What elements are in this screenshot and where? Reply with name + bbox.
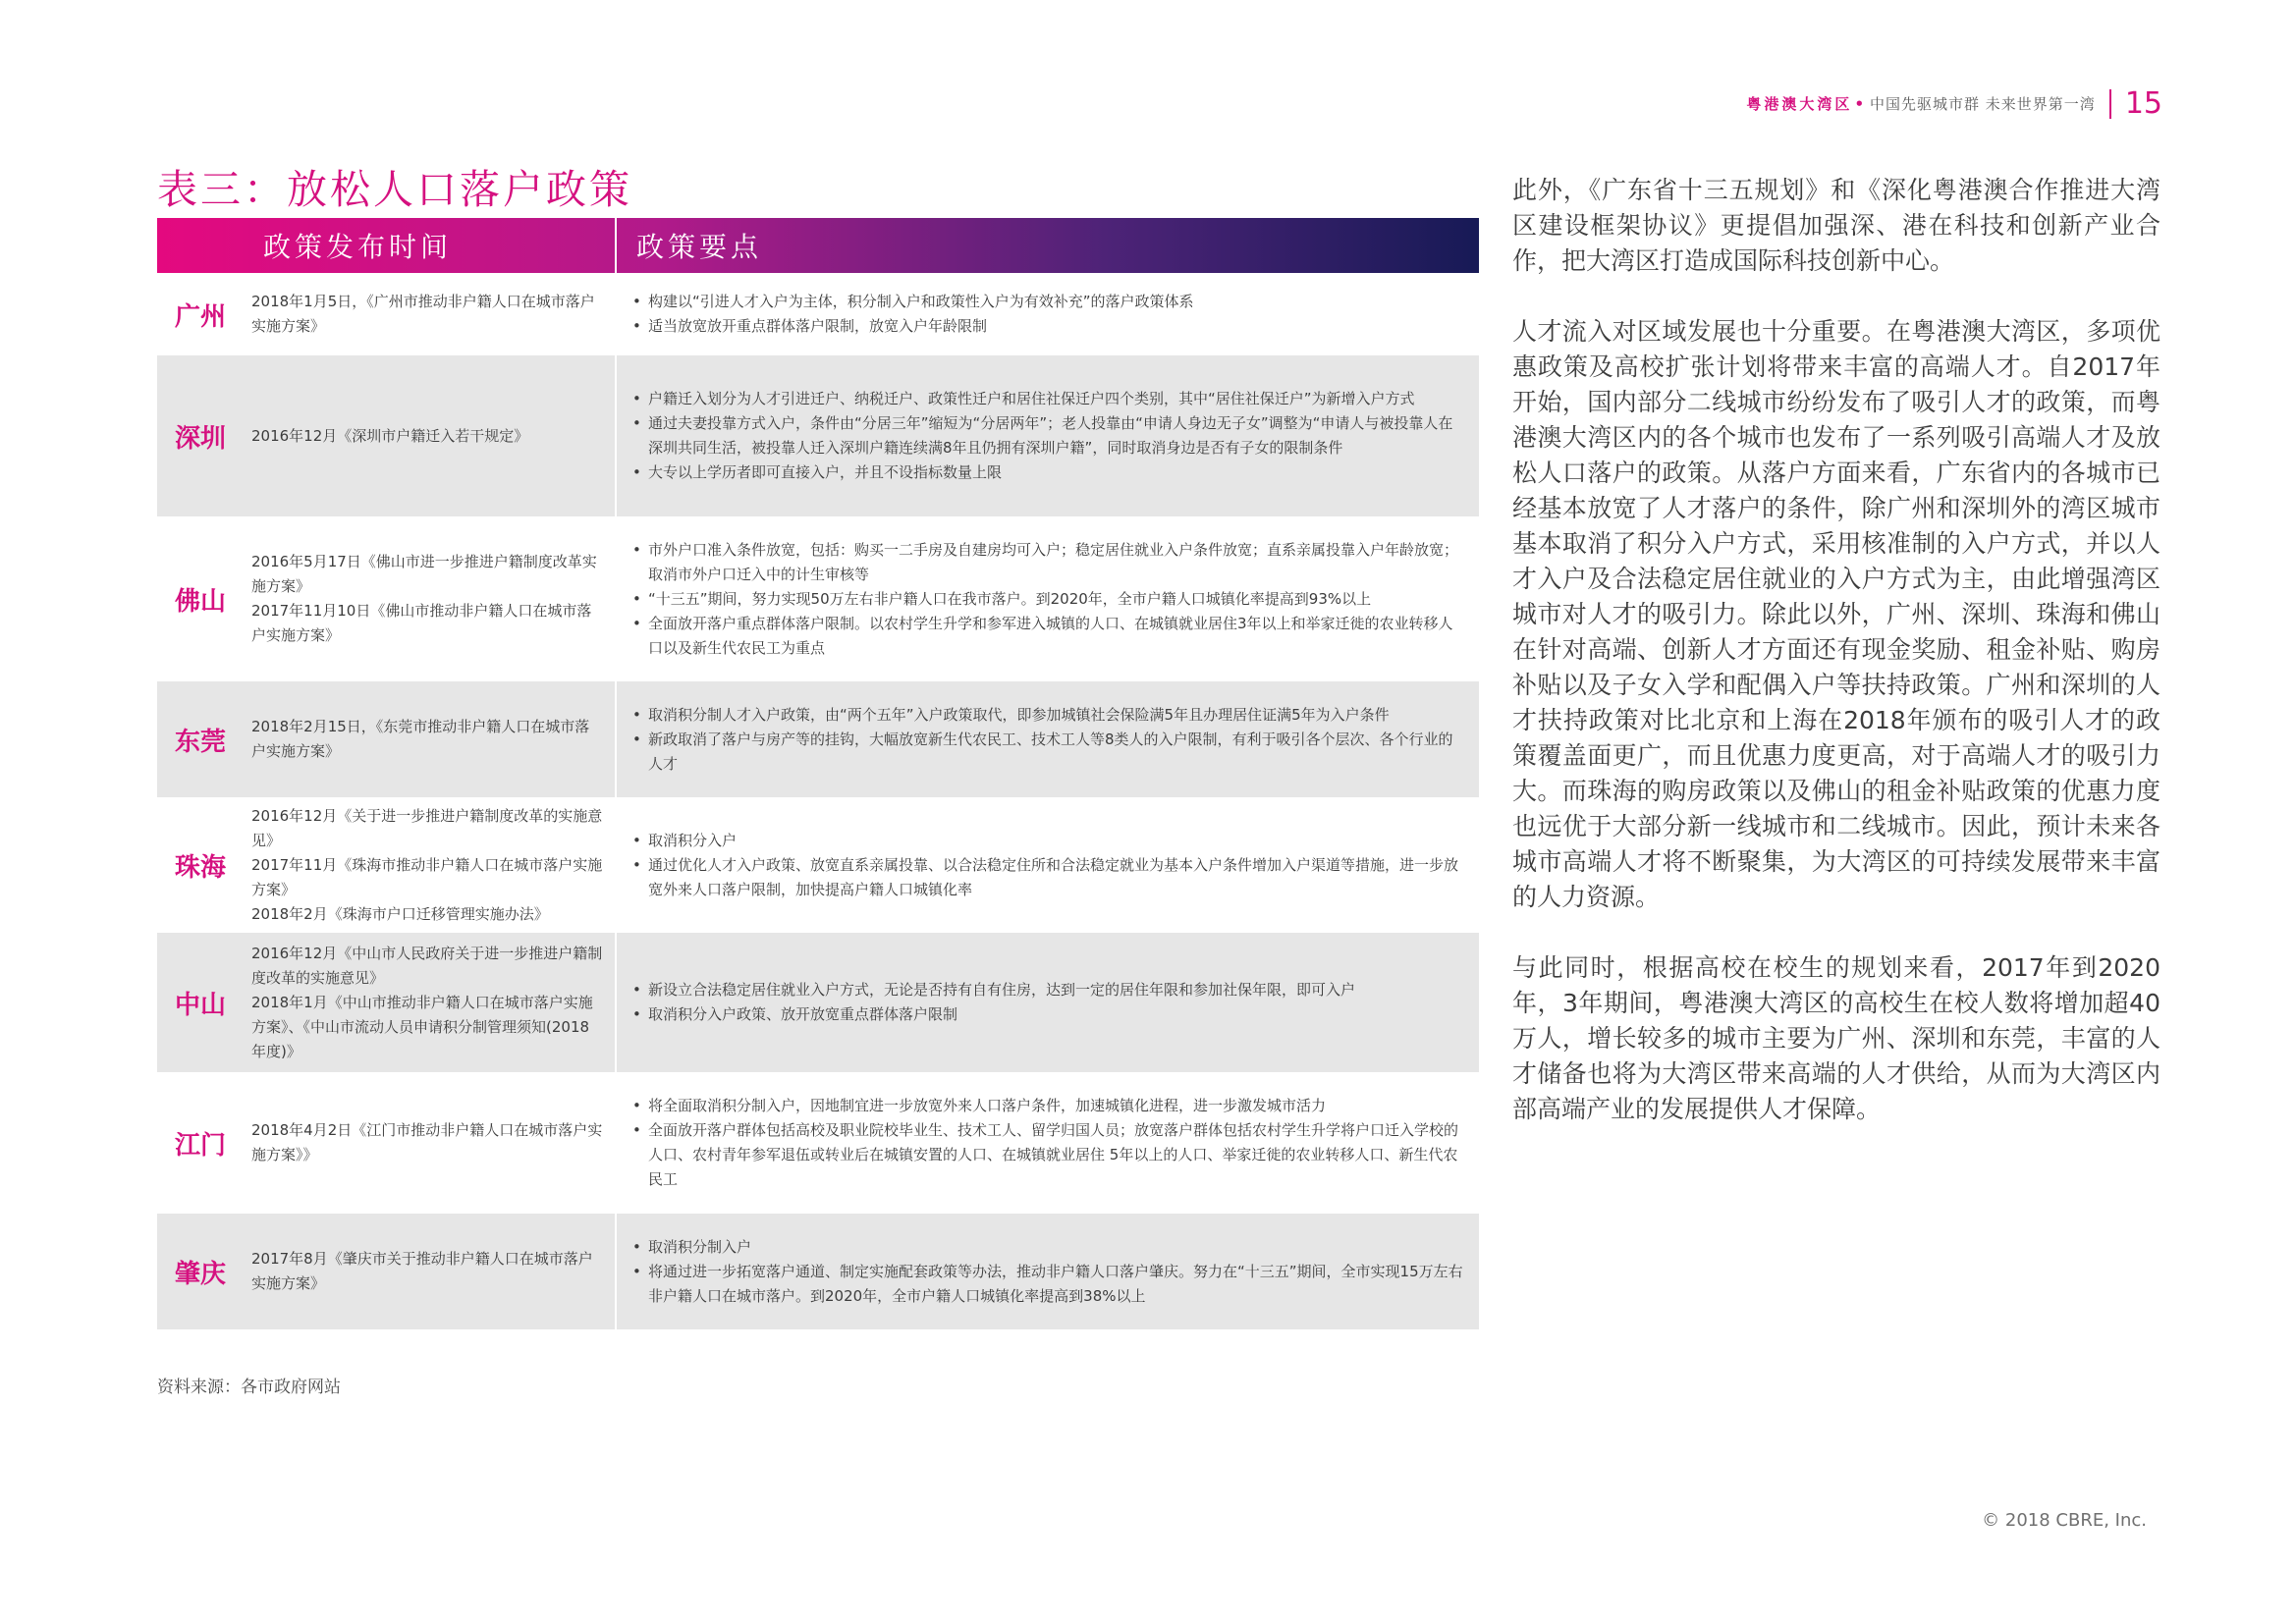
table-row-zhaoqing <box>157 1214 1479 1329</box>
city-label: 东莞 <box>174 727 226 757</box>
policy-point: • 适当放宽放开重点群体落户限制，放宽入户年龄限制 <box>632 314 1467 339</box>
paragraph: 此外，《广东省十三五规划》和《深化粤港澳合作推进大湾区建设框架协议》更提倡加强深、港在科技和创新产业合作，把大湾区打造成国际科技创新中心。 <box>1512 176 2160 275</box>
policy-point: • 构建以“引进人才入户为主体，积分制入户和政策性入户为有效补充”的落户政策体系 <box>632 290 1467 314</box>
policy-points-cell <box>615 1214 1479 1329</box>
column-header-time: 政策发布时间 <box>263 231 453 263</box>
policy-time-line: 2016年12月《中山市人民政府关于进一步推进户籍制度改革的实施意见》 <box>251 944 603 987</box>
policy-point: • 取消积分制人才入户政策，由“两个五年”入户政策取代，即参加城镇社会保险满5年且办理居住证满5年为入户条件 <box>632 703 1467 728</box>
policy-point: • 取消积分入户政策、放开放宽重点群体落户限制 <box>632 1002 1467 1027</box>
policy-time-line: 2016年5月17日《佛山市进一步推进户籍制度改革实施方案》 <box>251 553 597 595</box>
policy-time-line: 2016年12月《深圳市户籍迁入若干规定》 <box>251 426 529 445</box>
policy-point: • 大专以上学历者即可直接入户，并且不设指标数量上限 <box>632 460 1467 485</box>
policy-time-line: 2017年11月10日《佛山市推动非户籍人口在城市落户实施方案》 <box>251 602 592 644</box>
policy-time-cell <box>244 933 615 1072</box>
table-row-guangzhou <box>157 273 1479 355</box>
policy-time-line: 2018年1月5日，《广州市推动非户籍人口在城市落户实施方案》 <box>251 293 595 335</box>
city-label: 珠海 <box>174 852 226 883</box>
policy-points-cell <box>615 797 1479 933</box>
brand-title: 粤港澳大湾区 <box>1746 95 1853 113</box>
policy-point: • 通过优化人才入户政策、放宽直系亲属投靠、以合法稳定住所和合法稳定就业为基本入户条件增加入户渠道等措施，进一步放宽外来人口落户限制，加快提高户籍人口城镇化率 <box>632 853 1467 902</box>
policy-time-cell <box>244 355 615 516</box>
policy-time-cell <box>244 1072 615 1214</box>
table-row-zhongshan <box>157 933 1479 1072</box>
policy-point: • “十三五”期间，努力实现50万左右非户籍人口在我市落户。到2020年，全市户籍人口城镇化率提高到93%以上 <box>632 587 1467 612</box>
policy-points-cell <box>615 355 1479 516</box>
table-row-dongguan <box>157 681 1479 797</box>
policy-time-cell <box>244 516 615 681</box>
policy-point: • 户籍迁入划分为人才引进迁户、纳税迁户、政策性迁户和居住社保迁户四个类别，其中“居住社保迁户”为新增入户方式 <box>632 387 1467 411</box>
city-label: 佛山 <box>174 586 226 617</box>
policy-point: • 新设立合法稳定居住就业入户方式，无论是否持有自有住房，达到一定的居住年限和参加社保年限，即可入户 <box>632 978 1467 1002</box>
brand-tagline: 中国先驱城市群 未来世界第一湾 <box>1870 95 2096 113</box>
policy-point: • 市外户口准入条件放宽，包括：购买一二手房及自建房均可入户；稳定居住就业入户条件放宽；直系亲属投靠入户年龄放宽；取消市外户口迁入中的计生审核等 <box>632 538 1467 587</box>
header-divider <box>2109 89 2111 119</box>
policy-point: • 将通过进一步拓宽落户通道、制定实施配套政策等办法，推动非户籍人口落户肇庆。努力在“十三五”期间，全市实现15万左右非户籍人口在城市落户。到2020年，全市户籍人口城镇化率提高到38%以上 <box>632 1260 1467 1309</box>
policy-points-cell <box>615 516 1479 681</box>
table-row-jiangmen <box>157 1072 1479 1214</box>
policy-time-cell <box>244 797 615 933</box>
policy-time-line: 2018年1月《中山市推动非户籍人口在城市落户实施方案》、《中山市流动人员申请积分制管理须知(2018年度)》 <box>251 993 593 1060</box>
policy-time-cell <box>244 1214 615 1329</box>
policy-time-line: 2018年4月2日《江门市推动非户籍人口在城市落户实施方案》》 <box>251 1121 603 1163</box>
policy-time-line: 2018年2月《珠海市户口迁移管理实施办法》 <box>251 904 549 923</box>
policy-point: • 取消积分制入户 <box>632 1235 1467 1260</box>
source-note: 资料来源：各市政府网站 <box>157 1378 341 1397</box>
brand-dot: • <box>1854 94 1865 113</box>
policy-points-cell <box>615 681 1479 797</box>
paragraph: 人才流入对区域发展也十分重要。在粤港澳大湾区，多项优惠政策及高校扩张计划将带来丰富的高端人才。自2017年开始，国内部分二线城市纷纷发布了吸引人才的政策，而粤港澳大湾区内的各个城市也发布了一系列吸引高端人才及放松人口落户的政策。从落户方面来看，广东省内的各城市已经基本放宽了人才落户的条件，除广州和深圳外的湾区城市基本取消了积分入户方式，采用核准制的入户方式，并以人才入户及合法稳定居住就业的入户方式为主，由此增强湾区城市对人才的吸引力。除此以外，广州、深圳、珠海和佛山在针对高端、创新人才方面还有现金奖励、租金补贴、购房补贴以及子女入学和配偶入户等扶持政策。广州和深圳的人才扶持政策对比北京和上海在2018年颁布的吸引人才的政策覆盖面更广，而且优惠力度更高，对于高端人才的吸引力大。而珠海的购房政策以及佛山的租金补贴政策的优惠力度也远优于大部分新一线城市和二线城市。因此，预计未来各城市高端人才将不断聚集，为大湾区的可持续发展带来丰富的人力资源。 <box>1512 317 2160 911</box>
policy-point: • 通过夫妻投靠方式入户，条件由“分居三年”缩短为“分居两年”；老人投靠由“申请人身边无子女”调整为“申请人与被投靠人在深圳共同生活，被投靠人迁入深圳户籍连续满8年且仍拥有深圳户籍”，同时取消身边是否有子女的限制条件 <box>632 411 1467 460</box>
policy-point: • 全面放开落户群体包括高校及职业院校毕业生、技术工人、留学归国人员；放宽落户群体包括农村学生升学将户口迁入学校的人口、农村青年参军退伍或转业后在城镇安置的人口、在城镇就业居住 5年以上的人口、举家迁徙的农业转移人口、新生代农民工 <box>632 1118 1467 1192</box>
copyright-notice: © 2018 CBRE, Inc. <box>1982 1510 2147 1531</box>
policy-table <box>157 218 1479 1329</box>
policy-point: • 全面放开落户重点群体落户限制。以农村学生升学和参军进入城镇的人口、在城镇就业居住3年以上和举家迁徙的农业转移人口以及新生代农民工为重点 <box>632 612 1467 661</box>
paragraph: 与此同时，根据高校在校生的规划来看，2017年到2020年，3年期间，粤港澳大湾区的高校生在校人数将增加超40万人，增长较多的城市主要为广州、深圳和东莞，丰富的人才储备也将为大湾区带来高端的人才供给，从而为大湾区内部高端产业的发展提供人才保障。 <box>1512 953 2160 1123</box>
city-label: 广州 <box>174 301 226 332</box>
table-title: 表三：放松人口落户政策 <box>157 166 632 213</box>
policy-time-line: 2017年11月《珠海市推动非户籍人口在城市落户实施方案》 <box>251 855 603 898</box>
policy-time-cell <box>244 681 615 797</box>
body-text-column <box>1512 173 2160 1163</box>
policy-points-cell <box>615 1072 1479 1214</box>
city-label: 肇庆 <box>174 1259 226 1289</box>
policy-point: • 将全面取消积分制入户，因地制宜进一步放宽外来人口落户条件，加速城镇化进程，进一步激发城市活力 <box>632 1094 1467 1118</box>
city-label: 深圳 <box>174 423 226 454</box>
policy-time-line: 2016年12月《关于进一步推进户籍制度改革的实施意见》 <box>251 806 603 849</box>
page-number: 15 <box>2124 86 2162 121</box>
policy-point: • 取消积分入户 <box>632 829 1467 853</box>
column-header-points: 政策要点 <box>615 218 762 273</box>
policy-time-line: 2017年8月《肇庆市关于推动非户籍人口在城市落户实施方案》 <box>251 1250 593 1292</box>
policy-point: • 新政取消了落户与房产等的挂钩，大幅放宽新生代农民工、技术工人等8类人的入户限制，有利于吸引各个层次、各个行业的人才 <box>632 728 1467 777</box>
city-label: 中山 <box>174 990 226 1020</box>
policy-points-cell <box>615 933 1479 1072</box>
table-row-zhuhai <box>157 797 1479 933</box>
table-row-shenzhen <box>157 355 1479 516</box>
table-header-row <box>157 218 1479 273</box>
policy-points-cell <box>615 273 1479 355</box>
page-header <box>1746 86 2162 121</box>
policy-time-line: 2018年2月15日，《东莞市推动非户籍人口在城市落户实施方案》 <box>251 718 590 760</box>
policy-time-cell <box>244 273 615 355</box>
city-label: 江门 <box>174 1130 226 1161</box>
table-row-foshan <box>157 516 1479 681</box>
